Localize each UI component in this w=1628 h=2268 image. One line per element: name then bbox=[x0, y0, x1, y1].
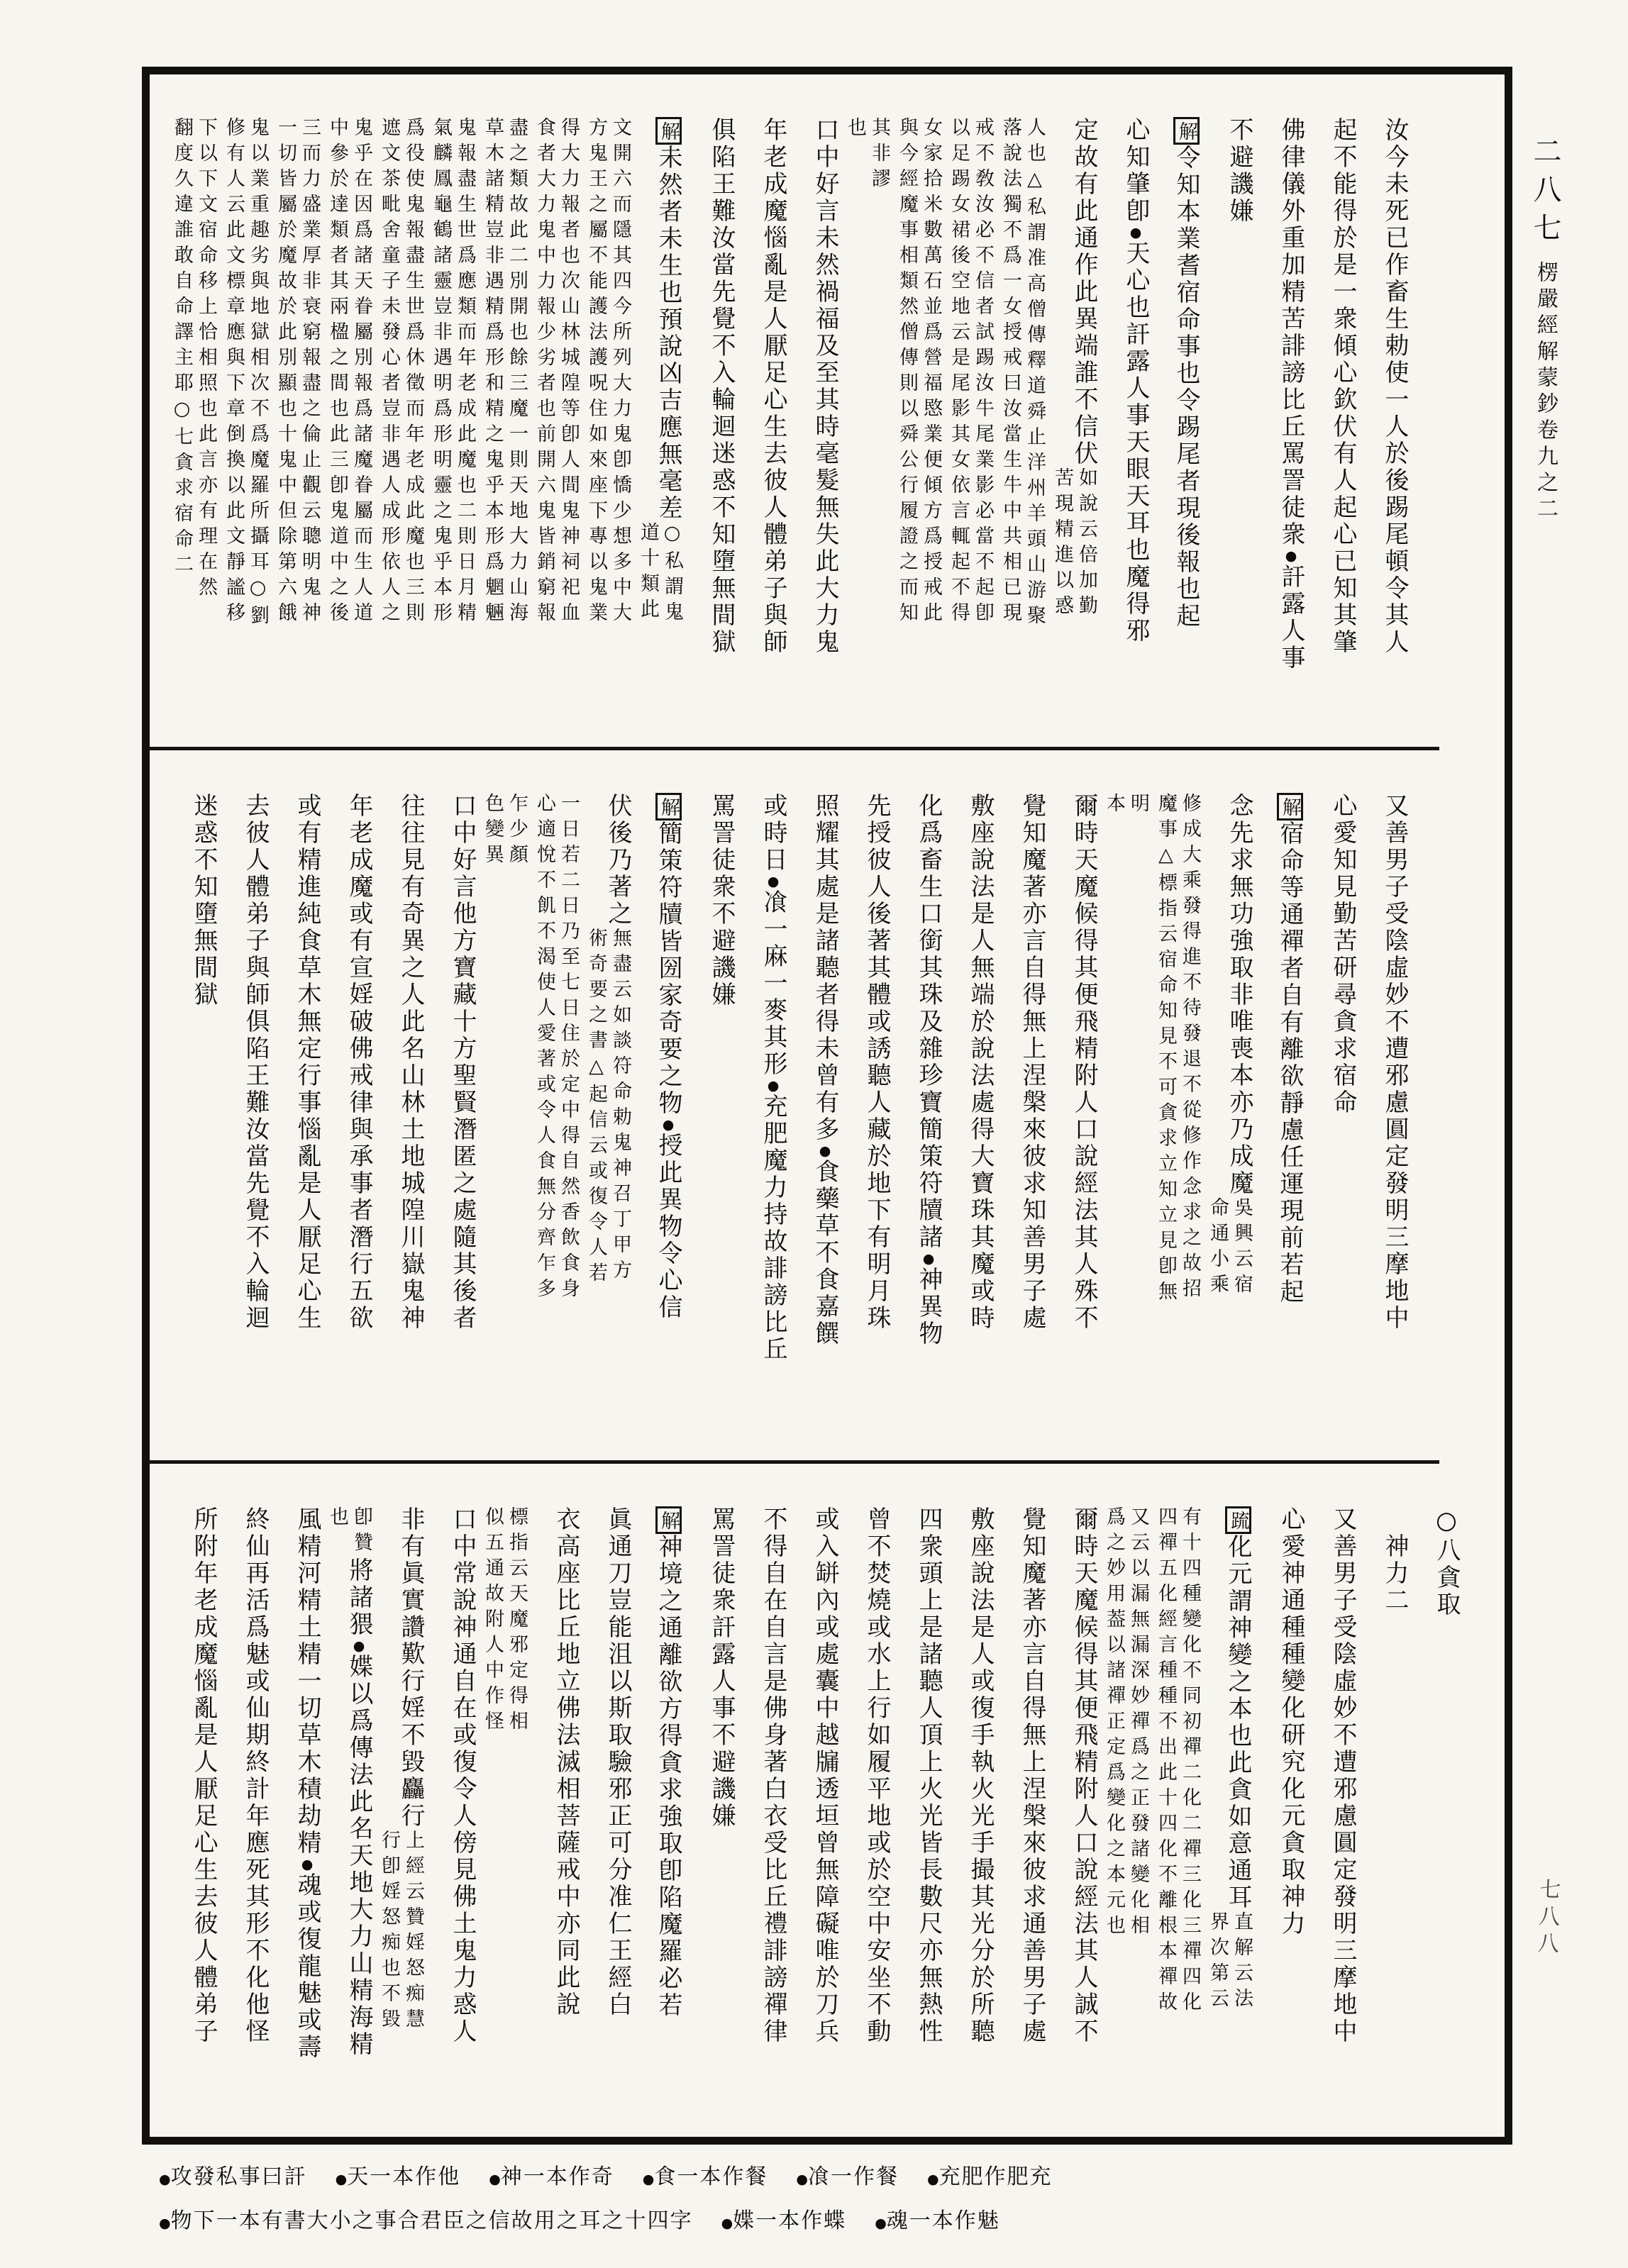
text-column bbox=[1355, 793, 1407, 1440]
sutra-text: 不避譏嫌 bbox=[1225, 117, 1253, 225]
annotation-line: 鬼報盡生世爲應類而年老成此魔也二則日月精 bbox=[454, 117, 476, 628]
text-column bbox=[992, 117, 1044, 727]
annotation-line: 界次第云 bbox=[1207, 1911, 1229, 2013]
annotation-line: 落說法獨不爲一女授戒曰汝當生牛中共相已現 bbox=[999, 117, 1021, 628]
footnote-item: ●天一本作他 bbox=[335, 2164, 461, 2189]
commentary-marker: 解 bbox=[1277, 793, 1303, 821]
text-column bbox=[526, 117, 578, 727]
annotation-line: 似五通故附人中作怪 bbox=[482, 1506, 504, 1736]
annotation-line: 如說云倍加勤 bbox=[1075, 467, 1097, 621]
sutra-text: 不得自在自言是佛身著白衣受比丘禮誹謗禪律 bbox=[759, 1506, 787, 2045]
sutra-text: 迷惑不知墮無間獄 bbox=[189, 793, 218, 1008]
text-column bbox=[941, 117, 992, 727]
sutra-text: 或入缾內或處囊中越牖透垣曾無障礙唯於刀兵 bbox=[811, 1506, 839, 2045]
text-column bbox=[889, 793, 941, 1440]
footnote-marker-icon: ● bbox=[159, 2216, 171, 2231]
annotation-line: 草木諸精豈非遇精爲形和精之鬼乎本形爲魍魎 bbox=[482, 117, 504, 628]
footnote-marker-icon: ● bbox=[351, 1638, 367, 1654]
annotation-line: 爲之妙用葢以諸禪正定爲變化之本元也 bbox=[1103, 1506, 1125, 1940]
text-column bbox=[1096, 1506, 1148, 2115]
commentary-marker: 解 bbox=[1173, 117, 1200, 145]
text-column bbox=[1044, 1506, 1096, 2115]
footnote-marker-icon: ● bbox=[642, 2172, 655, 2187]
sutra-text: 伏後乃著之 bbox=[604, 793, 632, 928]
annotation-line: 與今經魔事相類然僧傳則以舜公行履證之而知 bbox=[896, 117, 918, 628]
annotation-line: 標指云天魔邪定得相 bbox=[506, 1506, 528, 1736]
sutra-text: 所附年老成魔惱亂是人厭足心生去彼人體弟子 bbox=[189, 1506, 218, 2045]
sutra-text: 曾不焚燒或水上行如履平地或於空中安坐不動 bbox=[863, 1506, 891, 2045]
sutra-text: 口中常說神通自在或復令人傍見佛土鬼力惑人 bbox=[448, 1506, 477, 2045]
sutra-text: 心愛神通種種變化研究化元貪取神力 bbox=[1277, 1506, 1305, 1938]
sutra-text: 罵詈徒衆訐露人事不避譏嫌 bbox=[707, 1506, 736, 1830]
annotation-line: 中參於達類者其兩楹之間也此三卽鬼道中之後 bbox=[326, 117, 348, 628]
text-column bbox=[785, 793, 837, 1440]
annotation-pair bbox=[892, 117, 941, 628]
text-column bbox=[992, 1506, 1044, 2115]
annotation-pair bbox=[1151, 793, 1200, 1306]
text-column bbox=[578, 117, 630, 727]
annotation-pair bbox=[996, 117, 1044, 630]
text-column bbox=[941, 1506, 995, 2115]
text-column bbox=[526, 1506, 578, 2115]
footnote-marker-icon: ● bbox=[1283, 548, 1299, 564]
text-column bbox=[319, 1506, 371, 2115]
annotation-line: 得大力報者也次山林城隍等卽人間鬼神祠祀血 bbox=[558, 117, 580, 628]
text-column bbox=[1200, 793, 1251, 1440]
sutra-text: 年老成魔或有宣婬破佛戒律與承事者潛行五欲 bbox=[345, 793, 373, 1332]
annotation-line: 食者大力鬼中力報少劣者也前開六鬼皆銷窮報 bbox=[533, 117, 555, 628]
text-column bbox=[371, 793, 423, 1440]
text-column bbox=[733, 117, 785, 727]
text-column bbox=[682, 1506, 736, 2115]
text-column bbox=[630, 1506, 682, 2115]
sutra-text: 將諸猥●媟以爲傳法此名天地大力山精海精 bbox=[345, 1557, 373, 2058]
text-column bbox=[837, 1506, 889, 2115]
sutra-text: 去彼人體弟子與師俱陷王難汝當先覺不入輪迴 bbox=[241, 793, 270, 1332]
annotation-pair bbox=[944, 117, 992, 628]
sutra-text: 或時日●飡一麻一麥其形●充肥魔力持故誹謗比丘 bbox=[759, 793, 787, 1363]
annotation-pair bbox=[582, 117, 630, 628]
text-column bbox=[992, 793, 1044, 1440]
text-column bbox=[164, 793, 216, 1440]
sutra-text: 年老成魔惱亂是人厭足心生去彼人體弟子與師 bbox=[759, 117, 787, 656]
text-column bbox=[785, 117, 837, 727]
annotation-line: 道十類此 bbox=[637, 522, 659, 624]
sutra-text: 佛律儀外重加精苦誹謗比丘罵詈徒衆●訐露人事 bbox=[1277, 117, 1305, 672]
annotation-line: 行卽婬怒痴也不毀 bbox=[378, 1830, 400, 2034]
sutra-text: 四衆頭上是諸聽人頂上火光皆長數尺亦無熱性 bbox=[914, 1506, 943, 2045]
annotation-pair bbox=[582, 928, 630, 1288]
text-frame bbox=[142, 67, 1512, 2145]
annotation-pair bbox=[841, 117, 889, 194]
sutra-text: 簡策符牘皆圀家奇要之物●授此異物令心信 bbox=[654, 821, 682, 1321]
text-column bbox=[733, 793, 785, 1440]
text-column bbox=[1200, 117, 1251, 727]
annotation-line: 一切皆屬於魔故於此別顯也十鬼中但除第六餓 bbox=[275, 117, 297, 628]
annotation-line: 也 bbox=[844, 117, 866, 143]
footnote-line-2 bbox=[159, 2203, 1493, 2234]
annotation-line: 下以下文宿命移上恰相照也此言亦有理在然 bbox=[195, 117, 217, 602]
text-column bbox=[216, 793, 270, 1440]
footnote-item: ●物下一本有書大小之事合君臣之信故用之耳之十四字 bbox=[159, 2208, 693, 2233]
annotation-line: 修有人云此文標章應與下章倒換以此文靜謐移 bbox=[223, 117, 245, 628]
footnote-marker-icon: ● bbox=[159, 2172, 171, 2187]
footnote-marker-icon: ● bbox=[817, 1143, 833, 1159]
annotation-pair bbox=[219, 117, 267, 630]
text-column bbox=[423, 1506, 475, 2115]
annotation-line: ○私謂鬼 bbox=[661, 522, 683, 627]
footnote-marker-icon: ● bbox=[875, 2216, 887, 2231]
annotation-line: 一日若二日乃至七日住於定中得自然香飲食身 bbox=[558, 793, 580, 1303]
annotation-line: 爲役使鬼報盡生世爲休徵而年老成此魔也三則 bbox=[402, 117, 424, 628]
annotation-pair bbox=[426, 117, 475, 628]
annotation-line: 苦現精進以惑 bbox=[1051, 467, 1073, 621]
annotation-pair bbox=[478, 1506, 526, 1736]
annotation-line: 魔事△標指云宿命知見不可貪求立知立見卽無 bbox=[1155, 793, 1177, 1306]
sutra-text: 汝今未死已作畜生勅使一人於後踢尾頓令其人 bbox=[1380, 117, 1409, 656]
sutra-text: 終仙再活爲魅或仙期終計年應死其形不化他怪 bbox=[241, 1506, 270, 2045]
annotation-line: 戒不敎汝必不信者試踢汝牛尾業影必當不起卽 bbox=[972, 117, 994, 628]
sutra-text: 覺知魔著亦言自得無上涅槃來彼求通善男子處 bbox=[1018, 1506, 1046, 2045]
text-column bbox=[1148, 793, 1200, 1440]
text-column bbox=[319, 793, 371, 1440]
text-column bbox=[578, 1506, 630, 2115]
sutra-text: 眞通刀豈能沮以斯取驗邪正可分准仁王經白 bbox=[604, 1506, 632, 2018]
footnote-marker-icon: ● bbox=[796, 2172, 808, 2187]
annotation-pair bbox=[1203, 1911, 1251, 2013]
footnote-marker-icon: ● bbox=[926, 2172, 939, 2187]
sutra-text: 爾時天魔候得其便飛精附人口說經法其人誠不 bbox=[1070, 1506, 1098, 2045]
annotation-pair bbox=[530, 793, 578, 1303]
sutra-text: 往往見有奇異之人此名山林土地城隍川嶽鬼神 bbox=[397, 793, 425, 1332]
text-column bbox=[630, 793, 682, 1440]
text-column bbox=[216, 1506, 270, 2115]
annotation-line: 其非謬 bbox=[868, 117, 890, 194]
sutra-text: 宿命等通禪者自有離欲靜慮任運現前若起 bbox=[1275, 821, 1304, 1306]
sutra-text: 非有眞實讚歎行婬不毀麤行 bbox=[397, 1506, 425, 1830]
sutra-text: 神境之通離欲方得貪求強取卽陷魔羅必若 bbox=[654, 1534, 682, 2019]
annotation-pair bbox=[530, 117, 578, 628]
sutra-text: 念先求無功強取非唯喪本亦乃成魔 bbox=[1225, 793, 1253, 1197]
sutra-text: 又善男子受陰虛妙不遭邪慮圓定發明三摩地中 bbox=[1329, 1506, 1357, 2045]
annotation-line: 以足踢女裙後空地云是尾影其女依言輒起不得 bbox=[948, 117, 970, 628]
text-column bbox=[1148, 1506, 1200, 2115]
text-column bbox=[267, 1506, 319, 2115]
text-column bbox=[475, 1506, 526, 2115]
annotation-line: 也 bbox=[326, 1506, 348, 1532]
text-column bbox=[630, 117, 682, 727]
annotation-pair bbox=[167, 117, 216, 602]
text-column bbox=[578, 793, 630, 1440]
sutra-text: 定故有此通作此異端誰不信伏 bbox=[1070, 117, 1098, 467]
text-column bbox=[423, 793, 475, 1440]
annotation-pair bbox=[375, 117, 423, 628]
annotation-line: 翻度久違誰敢自命譯主耶○七貪求宿命二 bbox=[171, 117, 193, 579]
text-column bbox=[1355, 1506, 1407, 2115]
commentary-marker: 解 bbox=[655, 1506, 682, 1534]
sutra-text: 衣高座比丘地立佛法滅相菩薩戒中亦同此說 bbox=[552, 1506, 580, 2018]
page-number: 七八八 bbox=[1533, 1877, 1561, 1960]
sutra-text: 口中好言未然禍福及至其時毫髮無失此大力鬼 bbox=[811, 117, 839, 656]
footnote-marker-icon: ● bbox=[660, 1117, 676, 1133]
text-column bbox=[837, 117, 889, 727]
annotation-line: 又云以漏無漏深妙禪爲之正發諸變化相 bbox=[1127, 1506, 1149, 1940]
footnote-item: ●神一本作奇 bbox=[489, 2164, 614, 2189]
text-column bbox=[423, 117, 475, 727]
text-column bbox=[1303, 793, 1355, 1440]
annotation-line: 鬼以業重趣劣與地獄相次不爲魔羅所攝耳○劉 bbox=[247, 117, 269, 630]
sutra-text: 令知本業耆宿命事也令踢尾者現後報也起 bbox=[1172, 145, 1200, 630]
annotation-pair bbox=[1100, 793, 1148, 818]
text-column bbox=[1251, 793, 1303, 1440]
annotation-line: 盡之類故此二別開也餘三魔一則天地大力山海 bbox=[506, 117, 528, 628]
text-column bbox=[1251, 117, 1303, 727]
sutra-text: 照耀其處是諸聽者得未曾有多●食藥草不食嘉饌 bbox=[811, 793, 839, 1347]
sutra-text: 化元謂神變之本也此貪如意通耳 bbox=[1224, 1534, 1252, 1911]
annotation-line: 術奇要之書△起信云或復令人若 bbox=[585, 928, 607, 1288]
sutra-text: 化爲畜生口銜其珠及雜珍寶簡策符牘諸●神異物 bbox=[914, 793, 943, 1347]
annotation-line: 氣麟鳳龜鶴諸靈豈非遇明爲形明靈之鬼乎本形 bbox=[430, 117, 452, 628]
text-column bbox=[164, 1506, 216, 2115]
annotation-line: 本 bbox=[1103, 793, 1125, 818]
annotation-line: 無盡云如談符命勅鬼神召丁甲方 bbox=[609, 928, 631, 1285]
text-column bbox=[1044, 793, 1096, 1440]
annotation-pair bbox=[375, 1830, 423, 2034]
annotation-pair bbox=[478, 117, 526, 628]
text-column bbox=[785, 1506, 837, 2115]
band-bottom bbox=[150, 1464, 1491, 2135]
annotation-line: 文開六而隱其四今所列大力鬼卽憍少想多中大 bbox=[609, 117, 631, 628]
annotation-pair bbox=[271, 117, 319, 628]
text-column bbox=[1251, 1506, 1303, 2115]
band-top bbox=[150, 74, 1439, 750]
text-column bbox=[682, 117, 736, 727]
footnote-marker-icon: ● bbox=[765, 874, 781, 889]
text-column bbox=[941, 793, 995, 1440]
annotation-pair bbox=[1151, 1506, 1200, 2017]
sutra-text: 爾時天魔候得其便飛精附人口說經法其人殊不 bbox=[1070, 793, 1098, 1332]
annotation-line: 明 bbox=[1127, 793, 1149, 818]
sutra-text: 起不能得於是一衆傾心欽伏有人起心已知其肇 bbox=[1329, 117, 1357, 656]
annotation-line: 遮文茶毗舍童子未發心者豈非遇人成形依人之 bbox=[378, 117, 400, 628]
sutra-text: 或有精進純食草木無定行事惱亂是人厭足心生 bbox=[293, 793, 321, 1332]
annotation-line: 心適悅不飢不渴使人愛著或令人食無分齊乍多 bbox=[533, 793, 555, 1303]
commentary-marker: 解 bbox=[655, 117, 682, 145]
commentary-marker: 解 bbox=[655, 793, 682, 821]
text-column bbox=[1355, 117, 1407, 727]
annotation-pair bbox=[1203, 1197, 1251, 1299]
text-column bbox=[475, 117, 526, 727]
text-column bbox=[216, 117, 267, 727]
footnote-marker-icon: ● bbox=[299, 1857, 315, 1872]
annotation-line: 直解云法 bbox=[1231, 1911, 1253, 2013]
sutra-text: 罵詈徒衆不避譏嫌 bbox=[707, 793, 736, 1008]
footnote-item: ●媟一本作蝶 bbox=[721, 2208, 847, 2233]
annotation-pair bbox=[1100, 1506, 1148, 1940]
annotation-pair bbox=[1048, 467, 1096, 621]
annotation-line: 有十四種變化不同初禪二化二禪三化三禪四化 bbox=[1179, 1506, 1201, 2017]
annotation-pair bbox=[323, 1506, 371, 1557]
annotation-line: 女家拾米數萬石並爲營福愍業便傾方爲授戒此 bbox=[920, 117, 942, 628]
folio-number: 二八七 bbox=[1529, 136, 1561, 251]
text-column bbox=[475, 793, 526, 1440]
text-column bbox=[682, 793, 736, 1440]
footnote-item: ●充肥作肥充 bbox=[926, 2164, 1053, 2189]
text-column bbox=[319, 117, 371, 727]
annotation-line: 三而力盛業厚非衰窮報盡之倫止觀云聰明鬼神 bbox=[299, 117, 321, 628]
footnote-marker-icon: ● bbox=[765, 1078, 781, 1094]
annotation-line: 命通小乘 bbox=[1207, 1197, 1229, 1299]
annotation-line: 卽贊 bbox=[350, 1506, 372, 1557]
annotation-pair bbox=[633, 522, 682, 627]
text-column bbox=[1303, 117, 1355, 727]
footnote-item: ●攻發私事曰訐 bbox=[159, 2164, 307, 2189]
sutra-text: 神力二 bbox=[1380, 1533, 1409, 1614]
sutra-text: 敷座說法是人無端於說法處得大寶珠其魔或時 bbox=[966, 793, 995, 1332]
annotation-line: 修成大乘發得進不待發退不從修作念求之故招 bbox=[1179, 793, 1201, 1303]
footnote-item: ●飡一作餐 bbox=[796, 2164, 899, 2189]
sutra-text: 覺知魔著亦言自得無上涅槃來彼求知善男子處 bbox=[1018, 793, 1046, 1332]
annotation-line: 鬼乎在因爲諸天眷屬別報爲諸魔眷屬而生人道 bbox=[350, 117, 372, 628]
footnote-marker-icon: ● bbox=[921, 1251, 936, 1267]
annotation-line: 上經云贊婬怒痴慧 bbox=[402, 1830, 424, 2034]
sutra-text: 敷座說法是人或復手執火光手撮其光分於所聽 bbox=[966, 1506, 995, 2045]
band-middle bbox=[150, 750, 1439, 1464]
sutra-text: 口中好言他方寶藏十方聖賢潛匿之處隨其後者 bbox=[448, 793, 477, 1332]
sutra-text: 又善男子受陰虛妙不遭邪慮圓定發明三摩地中 bbox=[1380, 793, 1409, 1332]
annotation-line: 人也△私謂准高僧傳釋道舜止洋州羊頭山游聚 bbox=[1024, 117, 1046, 630]
sutra-text: 俱陷王難汝當先覺不入輪迴迷惑不知墮無間獄 bbox=[707, 117, 736, 656]
text-column bbox=[371, 117, 423, 727]
text-column bbox=[1148, 117, 1200, 727]
footnote-item: ●食一本作餐 bbox=[642, 2164, 768, 2189]
annotation-pair bbox=[323, 117, 371, 628]
footnote-line-1 bbox=[159, 2159, 1493, 2190]
footnote-marker-icon: ● bbox=[335, 2172, 348, 2187]
sutra-text: 心愛知見勤苦研尋貪求宿命 bbox=[1329, 793, 1357, 1116]
text-column bbox=[889, 117, 941, 727]
sutra-text: 風精河精土精一切草木積劫精●魂或復龍魅或壽 bbox=[293, 1506, 321, 2061]
footnote-marker-icon: ● bbox=[1128, 225, 1144, 240]
commentary-marker: 䟽 bbox=[1225, 1506, 1251, 1534]
text-column bbox=[837, 793, 889, 1440]
text-column bbox=[1407, 1506, 1461, 2115]
sutra-text: ○八貪取 bbox=[1432, 1506, 1461, 1618]
volume-title: 楞嚴經解蒙鈔卷九之二 bbox=[1533, 261, 1558, 523]
text-column bbox=[371, 1506, 423, 2115]
annotation-line: 四禪五化經言種種不出此十四化不離根本禪故 bbox=[1155, 1506, 1177, 2017]
text-column bbox=[164, 117, 216, 727]
annotation-pair bbox=[478, 793, 526, 869]
sutra-text: 先授彼人後著其體或誘聽人藏於地下有明月珠 bbox=[863, 793, 891, 1332]
text-column bbox=[1096, 117, 1148, 727]
text-column bbox=[526, 793, 578, 1440]
text-column bbox=[1096, 793, 1148, 1440]
annotation-line: 色變異 bbox=[482, 793, 504, 869]
footnote-marker-icon: ● bbox=[489, 2172, 501, 2187]
text-column bbox=[1044, 117, 1096, 727]
annotation-line: 吳興云宿 bbox=[1231, 1197, 1253, 1299]
footnote-item: ●魂一本作魅 bbox=[875, 2208, 1000, 2233]
text-column bbox=[1303, 1506, 1355, 2115]
annotation-line: 方鬼王之屬不能護法護呪住如來座下專以鬼業 bbox=[585, 117, 607, 628]
sutra-text: 心知肇卽●天心也訐露人事天眼天耳也魔得邪 bbox=[1122, 117, 1150, 645]
text-column bbox=[267, 793, 319, 1440]
text-column bbox=[1200, 1506, 1251, 2115]
footnote-marker-icon: ● bbox=[721, 2216, 733, 2231]
text-column bbox=[889, 1506, 941, 2115]
sutra-text: 未然者未生也預說凶吉應無毫差 bbox=[654, 145, 682, 522]
text-column bbox=[733, 1506, 785, 2115]
annotation-line: 乍少顏 bbox=[506, 793, 528, 869]
text-column bbox=[267, 117, 319, 727]
